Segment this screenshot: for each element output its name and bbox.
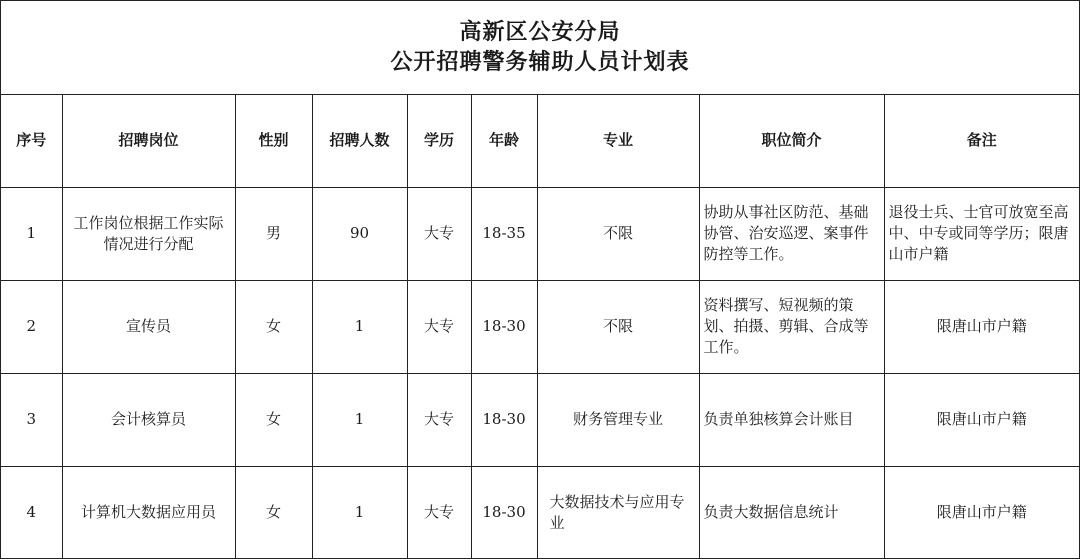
cell-gender: 女	[235, 280, 312, 373]
cell-age: 18-35	[471, 187, 537, 280]
header-description: 职位简介	[699, 95, 884, 187]
header-gender: 性别	[235, 95, 312, 187]
cell-age: 18-30	[471, 466, 537, 559]
cell-description: 协助从事社区防范、基础协管、治安巡逻、案事件防控等工作。	[699, 187, 884, 280]
cell-gender: 男	[235, 187, 312, 280]
cell-education: 大专	[407, 466, 471, 559]
table-row	[1, 373, 1079, 466]
title-line-2: 公开招聘警务辅助人员计划表	[390, 49, 690, 75]
cell-no: 4	[1, 466, 62, 559]
table-row	[1, 280, 1079, 373]
cell-remark: 限唐山市户籍	[884, 466, 1079, 559]
cell-count: 1	[312, 373, 407, 466]
cell-no: 2	[1, 280, 62, 373]
header-no: 序号	[1, 95, 62, 187]
cell-position: 宣传员	[62, 280, 235, 373]
header-major: 专业	[537, 95, 699, 187]
cell-education: 大专	[407, 280, 471, 373]
title-block	[1, 1, 1079, 95]
cell-remark: 退役士兵、士官可放宽至高中、中专或同等学历；限唐山市户籍	[884, 187, 1079, 280]
cell-age: 18-30	[471, 280, 537, 373]
cell-description: 资料撰写、短视频的策划、拍摄、剪辑、合成等工作。	[699, 280, 884, 373]
cell-no: 3	[1, 373, 62, 466]
cell-major: 不限	[537, 187, 699, 280]
header-count: 招聘人数	[312, 95, 407, 187]
cell-count: 1	[312, 466, 407, 559]
header-position: 招聘岗位	[62, 95, 235, 187]
cell-major: 大数据技术与应用专业	[537, 466, 699, 559]
header-remark: 备注	[884, 95, 1079, 187]
cell-gender: 女	[235, 466, 312, 559]
cell-position: 会计核算员	[62, 373, 235, 466]
recruitment-table	[1, 95, 1079, 559]
cell-remark: 限唐山市户籍	[884, 280, 1079, 373]
header-age: 年龄	[471, 95, 537, 187]
cell-gender: 女	[235, 373, 312, 466]
cell-major: 财务管理专业	[537, 373, 699, 466]
cell-count: 90	[312, 187, 407, 280]
header-row	[1, 95, 1079, 187]
cell-education: 大专	[407, 373, 471, 466]
cell-description: 负责大数据信息统计	[699, 466, 884, 559]
cell-remark: 限唐山市户籍	[884, 373, 1079, 466]
title-line-1: 高新区公安分局	[459, 19, 621, 45]
cell-age: 18-30	[471, 373, 537, 466]
cell-description: 负责单独核算会计账目	[699, 373, 884, 466]
header-education: 学历	[407, 95, 471, 187]
cell-position: 计算机大数据应用员	[62, 466, 235, 559]
table-row	[1, 466, 1079, 559]
table-row	[1, 187, 1079, 280]
cell-education: 大专	[407, 187, 471, 280]
cell-no: 1	[1, 187, 62, 280]
cell-count: 1	[312, 280, 407, 373]
cell-major: 不限	[537, 280, 699, 373]
cell-position: 工作岗位根据工作实际情况进行分配	[62, 187, 235, 280]
